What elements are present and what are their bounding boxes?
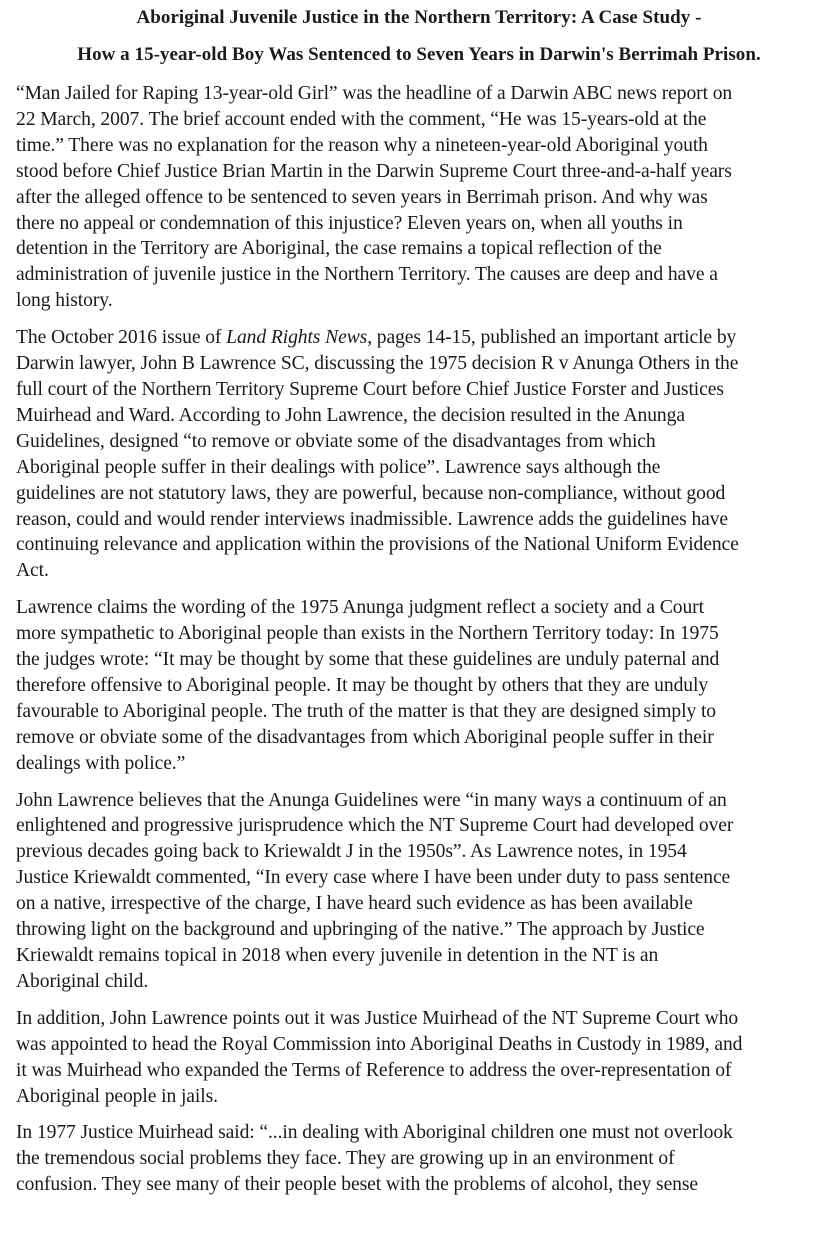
text-line: the judges wrote: “It may be thought by some that these guidelines are unduly paternal and — [16, 649, 720, 671]
text-line: guidelines are not statutory laws, they are powerful, because non-compliance, without good — [16, 482, 726, 504]
text-line: therefore offensive to Aboriginal people. It may be thought by others that they are unduly — [16, 674, 709, 696]
text-line: after the alleged offence to be sentenced to seven years in Berrimah prison. And why was — [16, 186, 708, 208]
text-line: stood before Chief Justice Brian Martin in the Darwin Supreme Court three-and-a-half years — [16, 160, 732, 182]
document-page — [16, 6, 822, 1198]
paragraph-4 — [16, 788, 822, 995]
text-line: full court of the Northern Territory Supreme Court before Chief Justice Forster and Justices — [16, 378, 724, 400]
paragraph-1 — [16, 81, 822, 314]
text-line: more sympathetic to Aboriginal people than exists in the Northern Territory today: In 1975 — [16, 623, 719, 645]
text-line: In 1977 Justice Muirhead said: “...in dealing with Aboriginal children one must not overlook — [16, 1122, 733, 1144]
text-line: 22 March, 2007. The brief account ended with the comment, “He was 15-years-old at the — [16, 108, 707, 130]
text-line: dealings with police.” — [16, 752, 186, 774]
text-line: Aboriginal people in jails. — [16, 1085, 218, 1107]
text-line: enlightened and progressive jurisprudence which the NT Supreme Court had developed over — [16, 815, 734, 837]
document-subtitle: How a 15-year-old Boy Was Sentenced to Seven Years in Darwin's Berrimah Prison. — [77, 44, 761, 65]
text-line: previous decades going back to Kriewaldt J in the 1950s”. As Lawrence notes, in 1954 — [16, 841, 687, 863]
text-segment: , pages 14-15, published an important article by — [367, 327, 737, 349]
paragraph-3 — [16, 595, 822, 776]
text-line: continuing relevance and application within the provisions of the National Uniform Evidence — [16, 534, 739, 556]
paragraph-2 — [16, 325, 822, 584]
text-line: Lawrence claims the wording of the 1975 Anunga judgment reflect a society and a Court — [16, 597, 704, 619]
text-line: was appointed to head the Royal Commission into Aboriginal Deaths in Custody in 1989, and — [16, 1033, 743, 1055]
text-line: “Man Jailed for Raping 13-year-old Girl” was the headline of a Darwin ABC news report on — [16, 83, 733, 104]
text-line: detention in the Territory are Aboriginal, the case remains a topical reflection of the — [16, 238, 662, 260]
text-line: Justice Kriewaldt commented, “In every case where I have been under duty to pass sentence — [16, 867, 731, 889]
text-line: reason, could and would render interviews inadmissible. Lawrence adds the guidelines have — [16, 508, 729, 530]
text-line: on a native, irrespective of the charge, I have heard such evidence as has been available — [16, 893, 693, 915]
text-segment: The October 2016 issue of — [16, 327, 227, 349]
text-line: Darwin lawyer, John B Lawrence SC, discussing the 1975 decision R v Anunga Others in the — [16, 353, 739, 375]
text-line: confusion. They see many of their people beset with the problems of alcohol, they sense — [16, 1174, 698, 1196]
text-line: Aboriginal child. — [16, 970, 149, 992]
text-line: administration of juvenile justice in the Northern Territory. The causes are deep and have a — [16, 264, 718, 286]
text-line: long history. — [16, 290, 113, 312]
text-line: In addition, John Lawrence points out it was Justice Muirhead of the NT Supreme Court who — [16, 1007, 739, 1029]
text-line: John Lawrence believes that the Anunga Guidelines were “in many ways a continuum of an — [16, 789, 727, 811]
text-line: Act. — [16, 560, 49, 582]
text-line: the tremendous social problems they face. They are growing up in an environment of — [16, 1148, 675, 1170]
document-title: Aboriginal Juvenile Justice in the Northern Territory: A Case Study - — [136, 7, 702, 28]
text-line: throwing light on the background and upbringing of the native.” The approach by Justice — [16, 919, 705, 941]
publication-title: Land Rights News — [226, 327, 368, 349]
text-line: Muirhead and Ward. According to John Lawrence, the decision resulted in the Anunga — [16, 404, 685, 426]
text-line: it was Muirhead who expanded the Terms of Reference to address the over-representation of — [16, 1059, 732, 1081]
text-line: time.” There was no explanation for the reason why a nineteen-year-old Aboriginal youth — [16, 134, 708, 156]
paragraph-5 — [16, 1006, 822, 1110]
paragraph-6 — [16, 1120, 822, 1198]
text-line: Aboriginal people suffer in their dealings with police”. Lawrence says although the — [16, 456, 661, 478]
text-line: favourable to Aboriginal people. The truth of the matter is that they are designed simply to — [16, 700, 716, 722]
text-line — [16, 325, 822, 351]
text-line: Kriewaldt remains topical in 2018 when every juvenile in detention in the NT is an — [16, 945, 659, 966]
text-line: remove or obviate some of the disadvantages from which Aboriginal people suffer in their — [16, 726, 714, 748]
text-line: Guidelines, designed “to remove or obviate some of the disadvantages from which — [16, 430, 656, 452]
text-line: there no appeal or condemnation of this injustice? Eleven years on, when all youths in — [16, 212, 683, 234]
